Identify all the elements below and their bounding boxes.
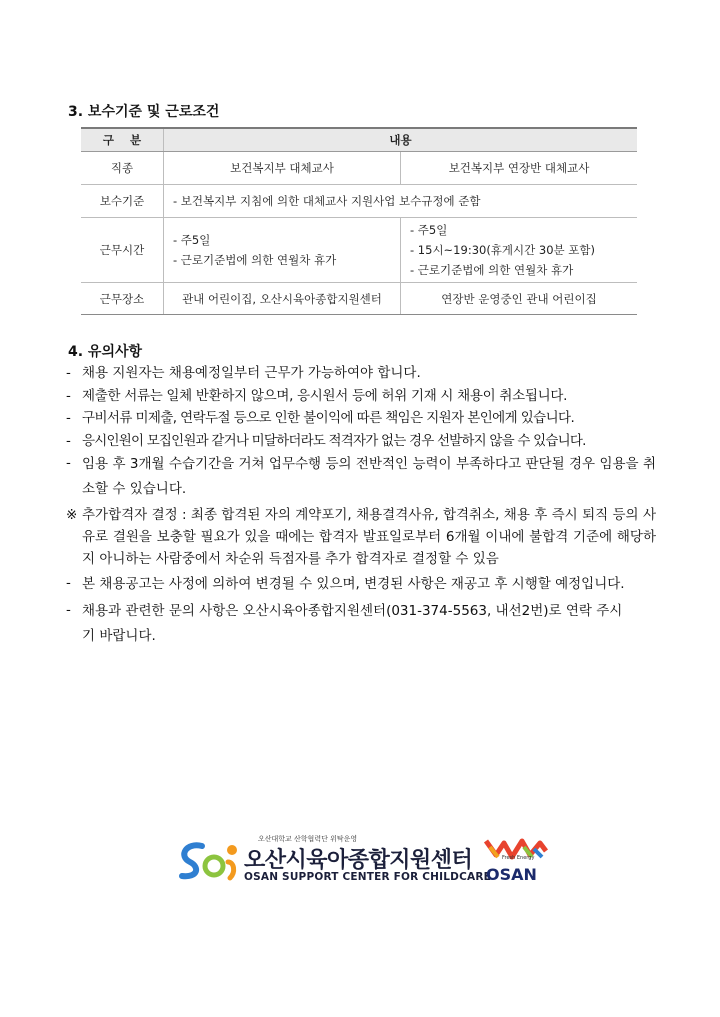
note-item bbox=[66, 572, 656, 597]
note-item bbox=[66, 504, 656, 570]
note-text: 제출한 서류는 일체 반환하지 않으며, 응시원서 등에 허위 기재 시 채용이 취소됩니다. bbox=[82, 387, 568, 404]
job-col1: 보건복지부 대체교사 bbox=[164, 152, 401, 185]
row-label-place: 근무장소 bbox=[81, 283, 164, 315]
table-row-pay bbox=[81, 185, 637, 218]
note-item bbox=[66, 362, 656, 385]
note-marker: - bbox=[66, 432, 71, 449]
hours-col2-line: - 근로기준법에 의한 연월차 휴가 bbox=[410, 263, 574, 277]
row-label-pay: 보수기준 bbox=[81, 185, 164, 218]
osan-tagline: Fresh Energy bbox=[502, 855, 535, 861]
table-row-place bbox=[81, 283, 637, 315]
note-text: 구비서류 미제출, 연락두절 등으로 인한 불이익에 따른 책임은 지원자 본인에게 있습니다. bbox=[82, 410, 575, 426]
table-header-row bbox=[81, 128, 637, 152]
note-item bbox=[66, 385, 656, 408]
row-label-hours: 근무시간 bbox=[81, 218, 164, 283]
note-text: 본 채용공고는 사정에 의하여 변경될 수 있으며, 변경된 사항은 재공고 후 시행할 예정입니다. bbox=[82, 576, 625, 592]
table-row-job bbox=[81, 152, 637, 185]
note-text: 임용 후 3개월 수습기간을 거쳐 업무수행 등의 전반적인 능력이 부족하다고 판단될 경우 임용을 취소할 수 있습니다. bbox=[82, 456, 656, 497]
hours-col1-line: - 근로기준법에 의한 연월차 휴가 bbox=[173, 253, 337, 267]
note-marker: ※ bbox=[66, 507, 78, 523]
note-marker: - bbox=[66, 575, 71, 591]
note-marker: - bbox=[66, 602, 71, 618]
note-item bbox=[66, 407, 656, 430]
place-col1: 관내 어린이집, 오산시육아종합지원센터 bbox=[164, 283, 401, 315]
note-item bbox=[66, 430, 656, 453]
section4-title: 4. 유의사항 bbox=[68, 344, 143, 360]
header-content: 내용 bbox=[164, 128, 638, 152]
note-marker: - bbox=[66, 455, 71, 471]
osan-wordmark: OSAN bbox=[486, 865, 537, 884]
table-row-hours bbox=[81, 218, 637, 283]
pay-text: - 보건복지부 지침에 의한 대체교사 지원사업 보수규정에 준함 bbox=[164, 185, 638, 218]
note-text: 응시인원이 모집인원과 같거나 미달하더라도 적격자가 없는 경우 선발하지 않을 수 있습니다. bbox=[82, 432, 586, 449]
hours-col2-line: - 주5일 bbox=[410, 223, 448, 237]
footer-center-name: 오산시육아종합지원센터 bbox=[244, 848, 473, 873]
note-item bbox=[66, 599, 656, 649]
row-label-job: 직종 bbox=[81, 152, 164, 185]
section3-title: 3. 보수기준 및 근로조건 bbox=[68, 104, 220, 120]
note-marker: - bbox=[66, 387, 71, 404]
childcare-center-logo-icon bbox=[172, 836, 242, 886]
note-text: 채용과 관련한 문의 사항은 오산시육아종합지원센터(031-374-5563, 내선2번)로 연락 주시기 바랍니다. bbox=[82, 603, 623, 644]
job-col2: 보건복지부 연장반 대체교사 bbox=[401, 152, 638, 185]
note-marker: - bbox=[66, 410, 71, 426]
footer-center-name-en: OSAN SUPPORT CENTER FOR CHILDCARE bbox=[244, 871, 491, 883]
note-text: 추가합격자 결정 : 최종 합격된 자의 계약포기, 채용결격사유, 합격취소, 채용 후 즉시 퇴직 등의 사유로 결원을 보충할 필요가 있을 때에는 합격자 발표일로부터 6개월 이내에 불합격 기준에 해당하지 아니하는 사람중에서 차순위 득점자를 추가 합격자로 결정할 수 있음 bbox=[82, 507, 656, 567]
notes-list bbox=[66, 362, 656, 649]
header-category: 구 분 bbox=[81, 128, 164, 152]
place-col2: 연장반 운영중인 관내 어린이집 bbox=[401, 283, 638, 315]
hours-col1-line: - 주5일 bbox=[173, 233, 211, 247]
note-item bbox=[66, 452, 656, 502]
footer-operator-text: 오산대학교 산학협력단 위탁운영 bbox=[258, 835, 358, 843]
note-text: 채용 지원자는 채용예정일부터 근무가 가능하여야 합니다. bbox=[82, 365, 421, 381]
footer-logo-area bbox=[172, 834, 562, 886]
hours-col2-line: - 15시~19:30(휴게시간 30분 포함) bbox=[410, 243, 596, 257]
conditions-table bbox=[81, 127, 637, 315]
hours-col1 bbox=[164, 218, 401, 283]
note-marker: - bbox=[66, 365, 71, 381]
hours-col2 bbox=[401, 218, 638, 283]
